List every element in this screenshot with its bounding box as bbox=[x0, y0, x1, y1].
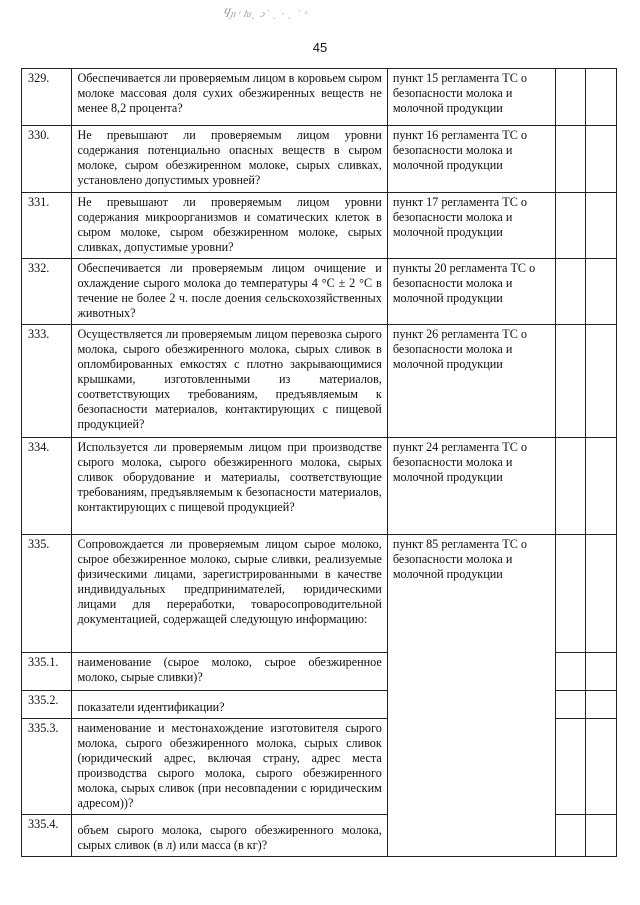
answer-cell[interactable] bbox=[556, 535, 586, 653]
answer-cell[interactable] bbox=[556, 259, 586, 325]
note-cell[interactable] bbox=[586, 815, 617, 857]
answer-cell[interactable] bbox=[556, 653, 586, 691]
answer-cell[interactable] bbox=[556, 438, 586, 535]
row-number: 335.4. bbox=[22, 815, 72, 857]
header-marks: Ⴗɲ ͬ ƕ˛ ɔˊ ͵ · ˎ ˙ ᵛ bbox=[221, 9, 310, 20]
answer-cell[interactable] bbox=[556, 719, 586, 815]
table-row bbox=[22, 126, 617, 193]
answer-cell[interactable] bbox=[556, 815, 586, 857]
answer-cell[interactable] bbox=[556, 691, 586, 719]
row-question: Не превышают ли проверяемым лицом уровни содержания потенциально опасных веществ в сыром молоке, сыром обезжиренном молоке, сырых сливках, установлено допустимых уровней? bbox=[72, 126, 387, 193]
answer-cell[interactable] bbox=[556, 193, 586, 259]
row-question: Сопровождается ли проверяемым лицом сырое молоко, сырое обезжиренное молоко, сырые сливки, реализуемые физическими лицами, зарегистрированными в качестве индивидуальных предпринимателей, юридическими лицами для переработки, товаросопроводительной документацией, содержащей следующую информацию: bbox=[72, 535, 387, 653]
answer-cell[interactable] bbox=[556, 325, 586, 438]
note-cell[interactable] bbox=[586, 69, 617, 126]
answer-cell[interactable] bbox=[556, 126, 586, 193]
row-number: 335.1. bbox=[22, 653, 72, 691]
row-number: 330. bbox=[22, 126, 72, 193]
row-number: 329. bbox=[22, 69, 72, 126]
row-reference: пункты 20 регламента ТС о безопасности молока и молочной продукции bbox=[387, 259, 555, 325]
page-number: 45 bbox=[312, 40, 328, 55]
row-question: Не превышают ли проверяемым лицом уровни содержания микроорганизмов и соматических клеток в сыром молоке, сыром обезжиренном молоке, сырых сливках, допустимые уровни? bbox=[72, 193, 387, 259]
row-number: 332. bbox=[22, 259, 72, 325]
row-reference: пункт 15 регламента ТС о безопасности молока и молочной продукции bbox=[387, 69, 555, 126]
note-cell[interactable] bbox=[586, 535, 617, 653]
row-question: наименование и местонахождение изготовителя сырого молока, сырого обезжиренного молока, сырых сливок (юридический адрес, включая страну, адрес места производства сырого молока, сырого обезжиренного молока, сырых сливок (при несовпадении с юридическим адресом))? bbox=[72, 719, 387, 815]
row-reference: пункт 85 регламента ТС о безопасности молока и молочной продукции bbox=[387, 535, 555, 857]
note-cell[interactable] bbox=[586, 719, 617, 815]
table-row bbox=[22, 193, 617, 259]
note-cell[interactable] bbox=[586, 193, 617, 259]
table-row bbox=[22, 259, 617, 325]
table-row bbox=[22, 438, 617, 535]
row-question: Обеспечивается ли проверяемым лицом очищение и охлаждение сырого молока до температуры 4 °C ± 2 °C в течение не более 2 ч. после доения сельскохозяйственных животных? bbox=[72, 259, 387, 325]
table-row bbox=[22, 535, 617, 653]
note-cell[interactable] bbox=[586, 259, 617, 325]
row-reference: пункт 17 регламента ТС о безопасности молока и молочной продукции bbox=[387, 193, 555, 259]
row-reference: пункт 16 регламента ТС о безопасности молока и молочной продукции bbox=[387, 126, 555, 193]
row-number: 333. bbox=[22, 325, 72, 438]
note-cell[interactable] bbox=[586, 325, 617, 438]
row-number: 335. bbox=[22, 535, 72, 653]
note-cell[interactable] bbox=[586, 691, 617, 719]
row-number: 335.3. bbox=[22, 719, 72, 815]
row-question: показатели идентификации? bbox=[72, 691, 387, 719]
row-question: Обеспечивается ли проверяемым лицом в коровьем сыром молоке массовая доля сухих обезжиренных веществ не менее 8,2 процента? bbox=[72, 69, 387, 126]
note-cell[interactable] bbox=[586, 438, 617, 535]
note-cell[interactable] bbox=[586, 126, 617, 193]
table-row bbox=[22, 69, 617, 126]
row-question: Осуществляется ли проверяемым лицом перевозка сырого молока, сырого обезжиренного молока, сырых сливок в опломбированных емкостях с плотно закрывающимися крышками, изготовленными из материалов, соответствующих требованиям, предъявляемым к безопасности материалов, контактирующих с пищевой продукцией? bbox=[72, 325, 387, 438]
row-number: 331. bbox=[22, 193, 72, 259]
row-number: 334. bbox=[22, 438, 72, 535]
row-question: Используется ли проверяемым лицом при производстве сырого молока, сырого обезжиренного молока, сырых сливок оборудование и материалы, соответствующие требованиям, предъявляемым к безопасности материалов, контактирующих с пищевой продукцией? bbox=[72, 438, 387, 535]
row-number: 335.2. bbox=[22, 691, 72, 719]
row-reference: пункт 24 регламента ТС о безопасности молока и молочной продукции bbox=[387, 438, 555, 535]
requirements-table bbox=[21, 68, 617, 857]
answer-cell[interactable] bbox=[556, 69, 586, 126]
row-question: объем сырого молока, сырого обезжиренного молока, сырых сливок (в л) или масса (в кг)? bbox=[72, 815, 387, 857]
note-cell[interactable] bbox=[586, 653, 617, 691]
table-row bbox=[22, 325, 617, 438]
row-reference: пункт 26 регламента ТС о безопасности молока и молочной продукции bbox=[387, 325, 555, 438]
row-question: наименование (сырое молоко, сырое обезжиренное молоко, сырые сливки)? bbox=[72, 653, 387, 691]
